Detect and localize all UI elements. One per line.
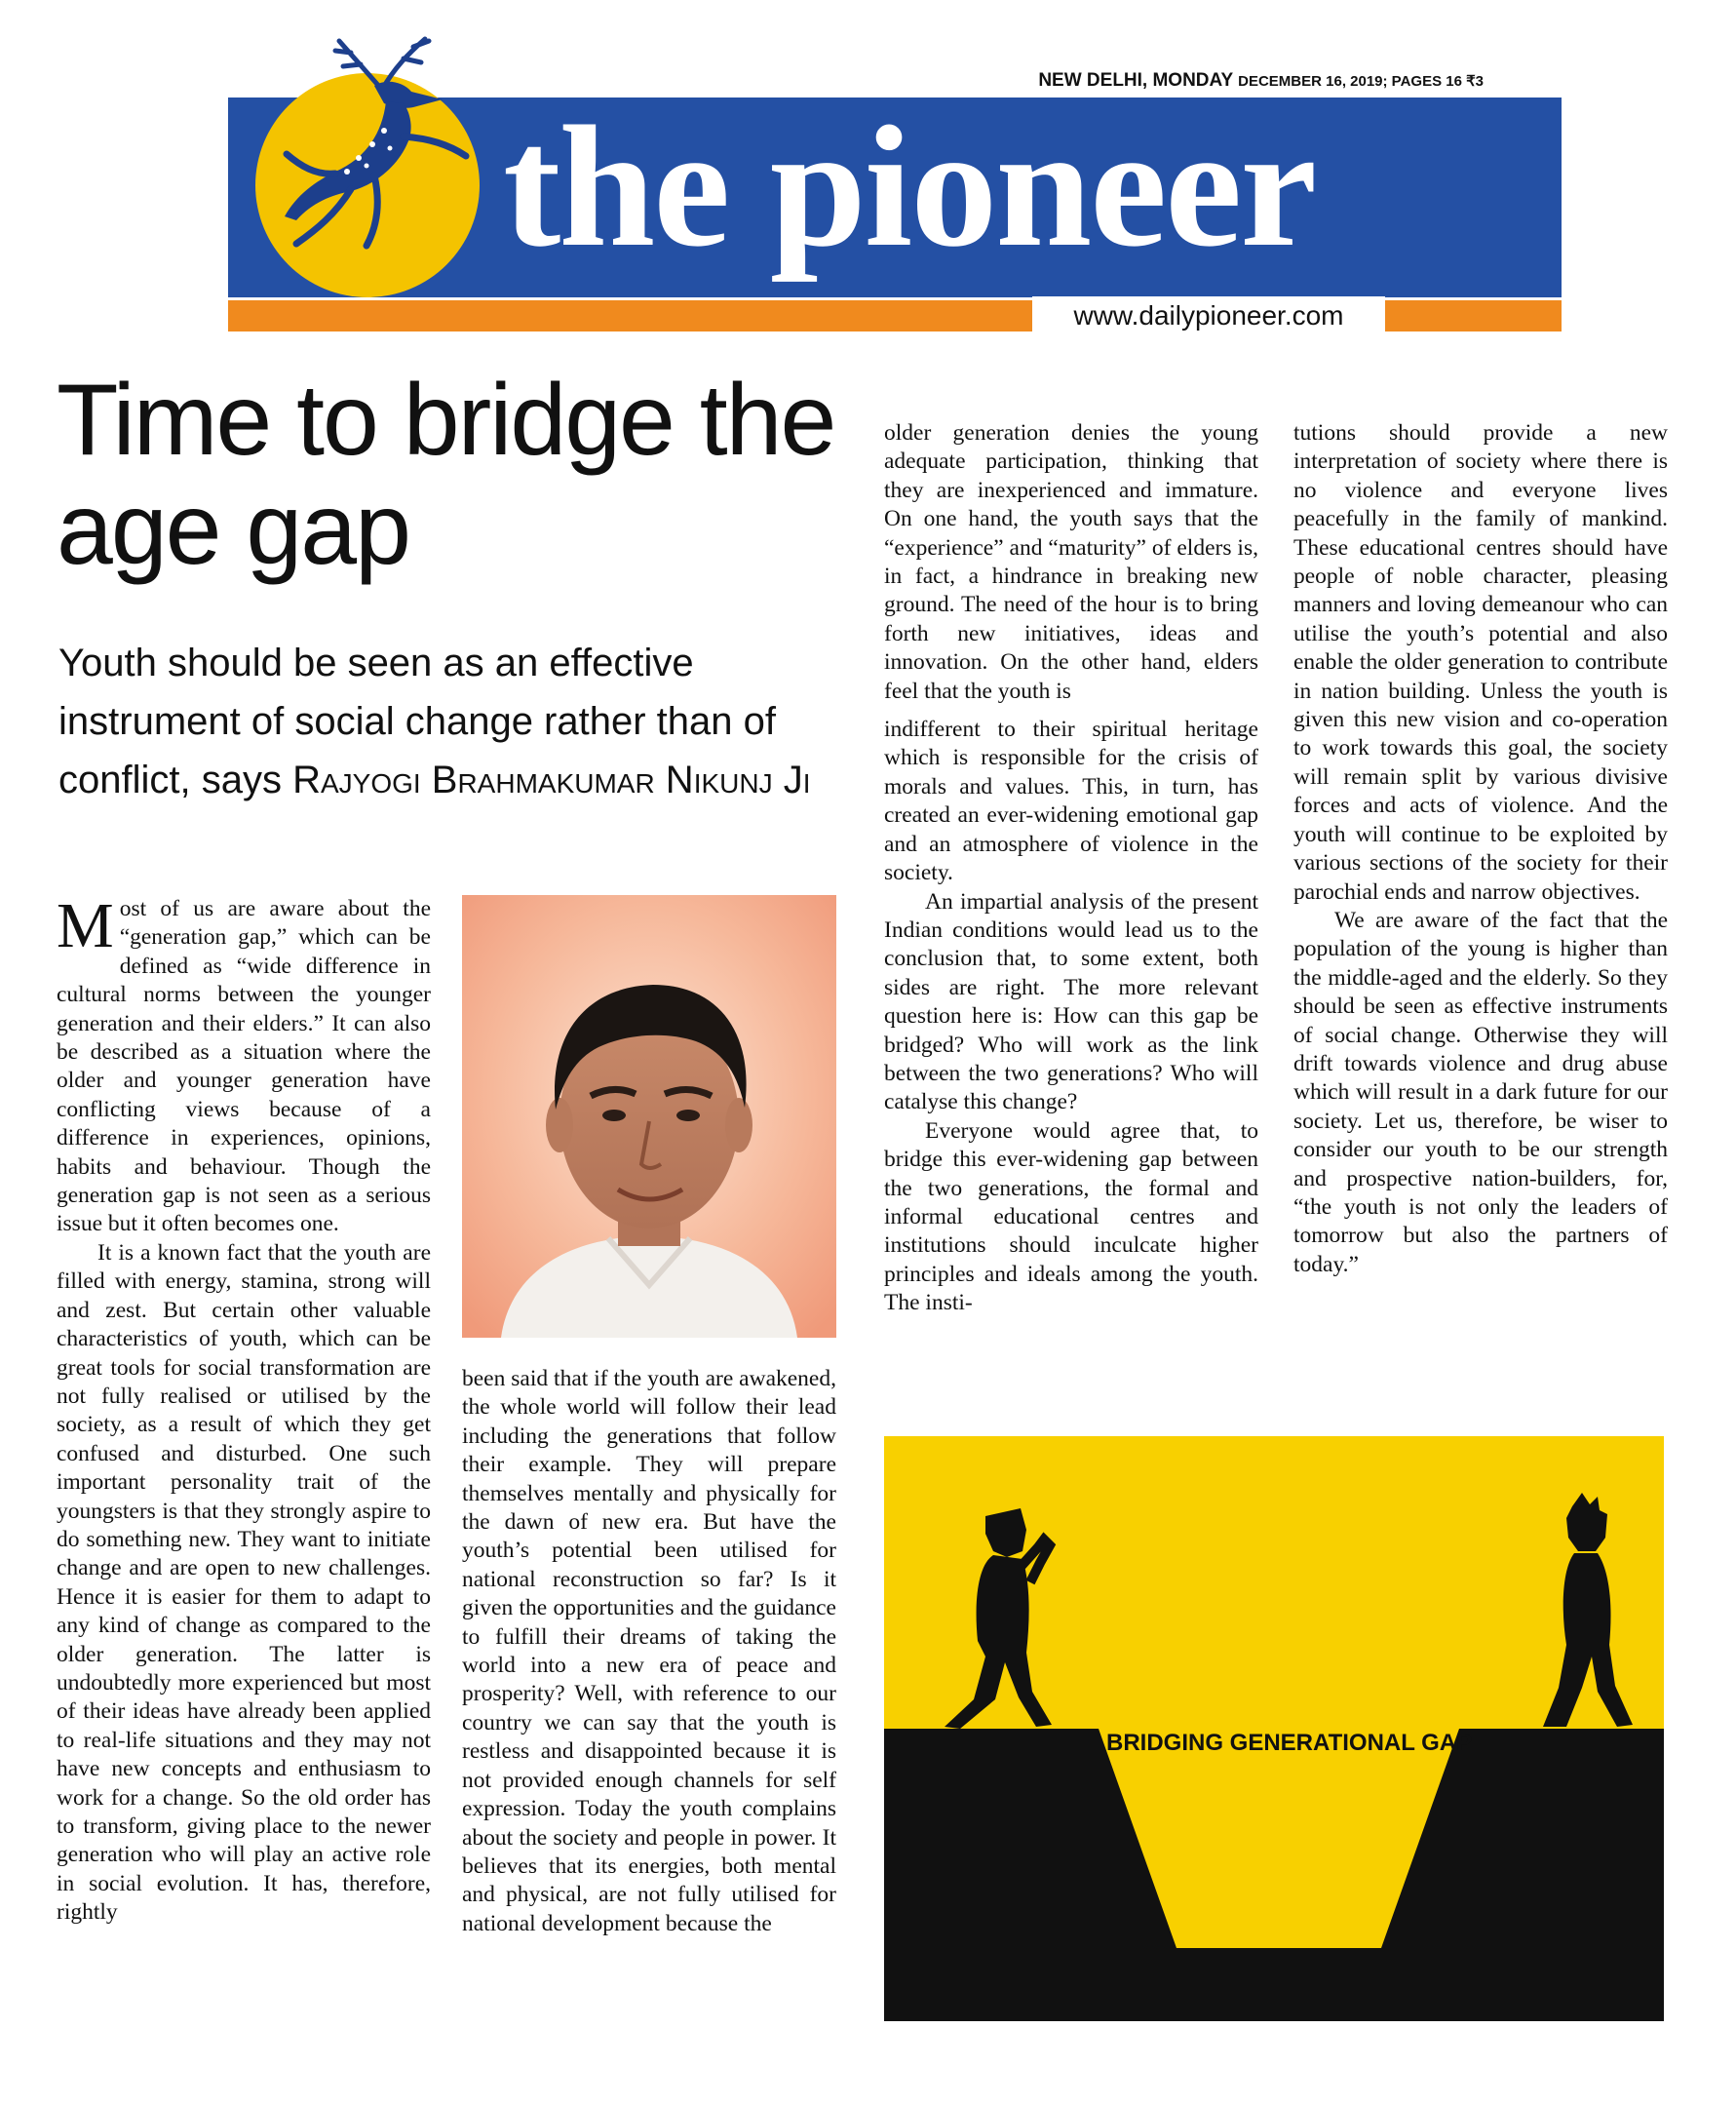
illustration-caption: BRIDGING GENERATIONAL GAP <box>1106 1730 1473 1756</box>
article-column-4 <box>1293 419 1668 1279</box>
article-paragraph: indifferent to their spiritual heritage which is responsible for the crisis of morals and values. This, in turn, has created an ever-widening emotional gap and an atmosphere of violence in the society. <box>884 717 1258 886</box>
deck <box>58 634 838 809</box>
article-paragraph: An impartial analysis of the present Indian conditions would lead us to the conclusion that, to some extent, both sides are right. The more relevant question here is: How can this gap be bridged? Who will work as the link between the two generations? Who will catalyse this change? <box>884 888 1258 1115</box>
paragraph-text: ost of us are aware about the “generation gap,” which can be defined as “wide difference in cultural norms between the younger generation and their elders.” It can also be described as a situation where the older and younger generation have conflicting views because of a difference in experiences, opinions, habits and behaviour. Though the generation gap is not seen as a serious issue but it often becomes one. <box>57 896 431 1237</box>
article-paragraph: older generation denies the young adequate participation, thinking that they are inexperienced and immature. On one hand, the youth says that the “experience” and “maturity” of elders is, in fact, a hindrance in breaking new ground. The need of the hour is to bring forth new initiatives, ideas and innovation. On the other hand, elders feel that the youth is <box>884 420 1258 704</box>
drop-cap: M <box>57 890 114 961</box>
article-paragraph: been said that if the youth are awakened, the whole world will follow their lead including the generations that follow their example. They will prepare themselves mentally and physically for the dawn of new era. But have the youth’s potential been utilised for national reconstruction so far? Is it given the opportunities and the guidance to fulfill their dreams of taking the world into a new era of peace and prosperity? Well, with reference to our country we can say that the youth is restless and disappointed because it is not provided enough channels for self expression. Today the youth complains about the society and people in power. It believes that its energies, both mental and physical, are not fully utilised for national development because the <box>462 1366 836 1936</box>
article-paragraph: It is a known fact that the youth are filled with energy, stamina, strong will and zest. But certain other valuable characteristics of youth, which can be great tools for social transformation are not fully realised or utilised by the society, as a result of which they get confused and disturbed. One such important personality trait of the youngsters is that they strongly aspire to do something new. They want to initiate change and are open to new challenges. Hence it is easier for them to adapt to any kind of change as compared to the older generation. The latter is undoubtedly more experienced but most of their ideas have already been applied to real-life situations and they may not have new concepts and enthusiasm to work for a change. So the old order has to transform, giving place to the newer generation who will play an active role in social evolution. It has, therefore, rightly <box>57 1239 431 1926</box>
article-paragraph: Everyone would agree that, to bridge this ever-widening gap between the two generations, the formal and informal educational centres and institutions should inculcate higher principles and ideals among the youth. The insti- <box>884 1117 1258 1316</box>
masthead <box>228 70 1562 297</box>
article-column-2 <box>462 1365 836 1938</box>
website-url: www.dailypioneer.com <box>1032 296 1385 335</box>
generation-gap-illustration <box>884 1436 1664 2021</box>
article-paragraph: tutions should provide a new interpretation of society where there is no violence and everyone lives peacefully in the family of mankind. These educational centres should have people of noble character, pleasing manners and loving demeanour who can utilise the youth’s potential and also enable the older generation to contribute in nation building. Unless the youth is given this new vision and co-operation to work towards this goal, the society will remain split by various divisive forces and acts of violence. And the youth will continue to be exploited by various sections of the society for their parochial ends and narrow objectives. <box>1293 420 1668 905</box>
article-column-3 <box>884 419 1258 1318</box>
author-portrait <box>462 895 836 1338</box>
brand-logo: the pioneer <box>503 90 1316 283</box>
article-paragraph <box>57 890 431 1239</box>
dateline <box>1038 70 1484 92</box>
dateline-place: NEW DELHI, MONDAY <box>1038 70 1233 91</box>
deck-text: Youth should be seen as an effective instrument of social change rather than of conflict, says <box>58 642 776 801</box>
article-paragraph: We are aware of the fact that the population of the young is higher than the middle-aged and the elderly. So they should be seen as effective instruments of social change. Otherwise they will drift towards violence and drug abuse which will result in a dark future for our society. Let us, therefore, be wiser to consider our youth to be our strength and prospective nation-builders, for, “the youth is not only the leaders of tomorrow but also the partners of today.” <box>1293 907 1668 1277</box>
dateline-details: DECEMBER 16, 2019; PAGES 16 ₹3 <box>1238 73 1484 90</box>
byline: Rajyogi Brahmakumar Nikunj Ji <box>292 759 811 801</box>
deer-logo-icon <box>257 29 511 263</box>
article-column-1 <box>57 890 431 1928</box>
headline: Time to bridge the age gap <box>57 364 835 586</box>
